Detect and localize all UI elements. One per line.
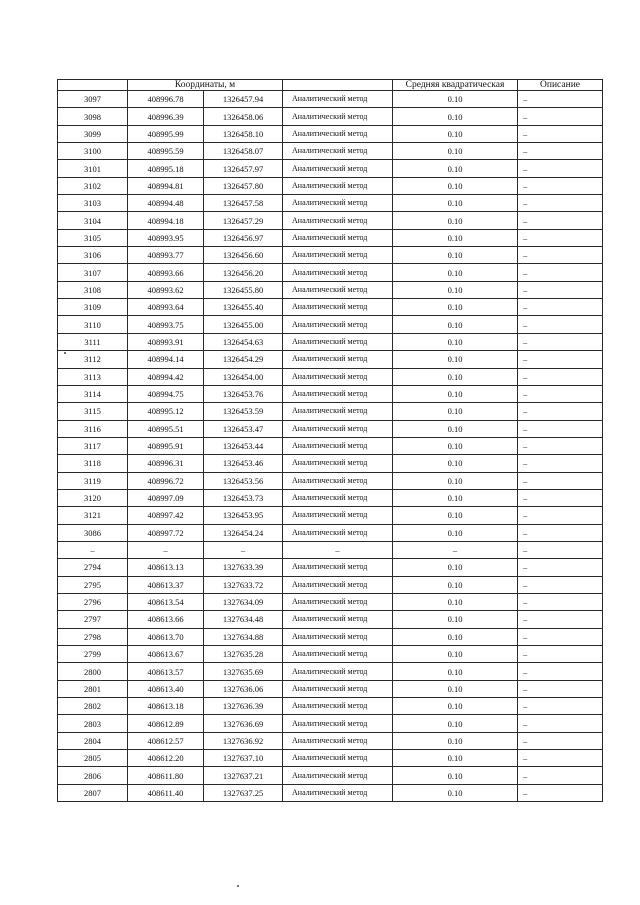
cell-description: – — [518, 333, 603, 350]
cell-coord-x: 408995.91 — [128, 437, 204, 454]
cell-point-number: 3099 — [58, 125, 128, 142]
cell-description: – — [518, 437, 603, 454]
cell-coord-x: 408613.70 — [128, 628, 204, 645]
cell-point-number: 3111 — [58, 333, 128, 350]
cell-method: Аналитический метод — [283, 229, 393, 246]
cell-point-number: 3120 — [58, 489, 128, 506]
cell-description: – — [518, 663, 603, 680]
cell-method: Аналитический метод — [283, 143, 393, 160]
cell-description: – — [518, 507, 603, 524]
cell-description: – — [518, 611, 603, 628]
cell-point-number: 3098 — [58, 108, 128, 125]
cell-coord-x: 408996.39 — [128, 108, 204, 125]
table-row — [58, 177, 603, 194]
cell-point-number: 2800 — [58, 663, 128, 680]
cell-coord-y: 1326454.24 — [204, 524, 283, 541]
cell-coord-x: 408994.42 — [128, 368, 204, 385]
cell-method: Аналитический метод — [283, 559, 393, 576]
cell-coord-x: 408611.80 — [128, 767, 204, 784]
cell-coord-y: 1327633.72 — [204, 576, 283, 593]
cell-accuracy: 0.10 — [393, 628, 518, 645]
cell-coord-x: 408995.59 — [128, 143, 204, 160]
cell-coord-y: 1326457.94 — [204, 91, 283, 108]
cell-point-number: 2797 — [58, 611, 128, 628]
cell-description: – — [518, 195, 603, 212]
cell-accuracy: 0.10 — [393, 732, 518, 749]
cell-coord-y: 1326457.97 — [204, 160, 283, 177]
cell-coord-y: 1326456.60 — [204, 247, 283, 264]
cell-coord-x: 408995.51 — [128, 420, 204, 437]
cell-accuracy: 0.10 — [393, 489, 518, 506]
cell-accuracy: – — [393, 541, 518, 558]
cell-point-number: 2795 — [58, 576, 128, 593]
cell-description: – — [518, 108, 603, 125]
table-row — [58, 767, 603, 784]
scan-speck — [237, 885, 239, 887]
cell-method: Аналитический метод — [283, 177, 393, 194]
cell-point-number: 3103 — [58, 195, 128, 212]
cell-description: – — [518, 281, 603, 298]
cell-coord-y: – — [204, 541, 283, 558]
cell-coord-y: 1326457.58 — [204, 195, 283, 212]
cell-coord-y: 1326456.20 — [204, 264, 283, 281]
cell-point-number: 3121 — [58, 507, 128, 524]
cell-coord-y: 1326453.76 — [204, 385, 283, 402]
cell-coord-y: 1326455.80 — [204, 281, 283, 298]
table-row — [58, 351, 603, 368]
cell-method: Аналитический метод — [283, 108, 393, 125]
cell-method: Аналитический метод — [283, 385, 393, 402]
cell-coord-x: 408612.57 — [128, 732, 204, 749]
cell-description: – — [518, 750, 603, 767]
cell-coord-x: – — [128, 541, 204, 558]
cell-accuracy: 0.10 — [393, 680, 518, 697]
cell-coord-y: 1326454.00 — [204, 368, 283, 385]
cell-accuracy: 0.10 — [393, 559, 518, 576]
table-row — [58, 420, 603, 437]
cell-method: Аналитический метод — [283, 767, 393, 784]
cell-description: – — [518, 316, 603, 333]
cell-point-number: 2803 — [58, 715, 128, 732]
cell-method: Аналитический метод — [283, 784, 393, 801]
cell-method: Аналитический метод — [283, 698, 393, 715]
table-row — [58, 559, 603, 576]
cell-method: Аналитический метод — [283, 403, 393, 420]
cell-coord-y: 1326458.07 — [204, 143, 283, 160]
cell-description: – — [518, 143, 603, 160]
cell-point-number: 2801 — [58, 680, 128, 697]
cell-point-number: 3108 — [58, 281, 128, 298]
cell-accuracy: 0.10 — [393, 195, 518, 212]
cell-accuracy: 0.10 — [393, 767, 518, 784]
cell-coord-x: 408996.78 — [128, 91, 204, 108]
table-row — [58, 108, 603, 125]
cell-method: Аналитический метод — [283, 732, 393, 749]
table-row — [58, 403, 603, 420]
table-row — [58, 368, 603, 385]
table-row — [58, 264, 603, 281]
cell-coord-y: 1327637.21 — [204, 767, 283, 784]
cell-accuracy: 0.10 — [393, 351, 518, 368]
table-header-row — [58, 80, 603, 91]
cell-coord-x: 408613.54 — [128, 593, 204, 610]
cell-coord-y: 1326457.80 — [204, 177, 283, 194]
cell-coord-x: 408993.77 — [128, 247, 204, 264]
table-row — [58, 229, 603, 246]
cell-coord-x: 408613.67 — [128, 646, 204, 663]
cell-accuracy: 0.10 — [393, 125, 518, 142]
cell-coord-y: 1327636.39 — [204, 698, 283, 715]
cell-coord-x: 408996.72 — [128, 472, 204, 489]
cell-coord-x: 408993.75 — [128, 316, 204, 333]
table-row — [58, 212, 603, 229]
cell-description: – — [518, 593, 603, 610]
cell-description: – — [518, 576, 603, 593]
cell-method: Аналитический метод — [283, 212, 393, 229]
table-row — [58, 316, 603, 333]
cell-accuracy: 0.10 — [393, 403, 518, 420]
cell-description: – — [518, 160, 603, 177]
cell-accuracy: 0.10 — [393, 108, 518, 125]
cell-method: Аналитический метод — [283, 333, 393, 350]
cell-coord-y: 1326453.56 — [204, 472, 283, 489]
cell-point-number: 2796 — [58, 593, 128, 610]
cell-description: – — [518, 351, 603, 368]
cell-coord-y: 1327634.88 — [204, 628, 283, 645]
cell-point-number: 2794 — [58, 559, 128, 576]
cell-coord-x: 408994.81 — [128, 177, 204, 194]
cell-point-number: 2802 — [58, 698, 128, 715]
table-row — [58, 680, 603, 697]
table-row — [58, 437, 603, 454]
cell-description: – — [518, 784, 603, 801]
cell-coord-x: 408612.20 — [128, 750, 204, 767]
cell-coord-y: 1327635.28 — [204, 646, 283, 663]
cell-method: Аналитический метод — [283, 680, 393, 697]
cell-accuracy: 0.10 — [393, 316, 518, 333]
cell-coord-x: 408997.72 — [128, 524, 204, 541]
table-row — [58, 628, 603, 645]
cell-coord-x: 408996.31 — [128, 455, 204, 472]
cell-coord-y: 1327633.39 — [204, 559, 283, 576]
cell-accuracy: 0.10 — [393, 472, 518, 489]
table-row — [58, 125, 603, 142]
table-row — [58, 299, 603, 316]
cell-description: – — [518, 212, 603, 229]
cell-method: Аналитический метод — [283, 247, 393, 264]
table-row — [58, 160, 603, 177]
cell-coord-x: 408995.99 — [128, 125, 204, 142]
cell-method: Аналитический метод — [283, 368, 393, 385]
cell-coord-x: 408613.37 — [128, 576, 204, 593]
table-row — [58, 732, 603, 749]
cell-accuracy: 0.10 — [393, 420, 518, 437]
cell-point-number: 3100 — [58, 143, 128, 160]
cell-method: Аналитический метод — [283, 299, 393, 316]
table-row — [58, 472, 603, 489]
cell-point-number: 3101 — [58, 160, 128, 177]
table-row — [58, 91, 603, 108]
cell-accuracy: 0.10 — [393, 784, 518, 801]
header-point-number — [58, 80, 128, 91]
cell-coord-y: 1326455.00 — [204, 316, 283, 333]
cell-description: – — [518, 472, 603, 489]
cell-accuracy: 0.10 — [393, 281, 518, 298]
cell-method: Аналитический метод — [283, 593, 393, 610]
cell-description: – — [518, 524, 603, 541]
cell-description: – — [518, 680, 603, 697]
table-body — [58, 91, 603, 802]
cell-accuracy: 0.10 — [393, 455, 518, 472]
cell-accuracy: 0.10 — [393, 264, 518, 281]
header-accuracy: Средняя квадратическая — [393, 80, 518, 91]
cell-point-number: 2799 — [58, 646, 128, 663]
cell-coord-x: 408613.18 — [128, 698, 204, 715]
cell-point-number: 3119 — [58, 472, 128, 489]
table-row — [58, 247, 603, 264]
cell-coord-y: 1327634.09 — [204, 593, 283, 610]
table-row — [58, 195, 603, 212]
cell-accuracy: 0.10 — [393, 698, 518, 715]
cell-coord-x: 408993.95 — [128, 229, 204, 246]
cell-method: Аналитический метод — [283, 489, 393, 506]
cell-point-number: 2804 — [58, 732, 128, 749]
cell-method: Аналитический метод — [283, 91, 393, 108]
table-row — [58, 663, 603, 680]
cell-coord-x: 408995.18 — [128, 160, 204, 177]
cell-coord-x: 408994.48 — [128, 195, 204, 212]
cell-point-number: 2806 — [58, 767, 128, 784]
cell-method: Аналитический метод — [283, 611, 393, 628]
cell-method: – — [283, 541, 393, 558]
cell-method: Аналитический метод — [283, 351, 393, 368]
cell-method: Аналитический метод — [283, 264, 393, 281]
cell-accuracy: 0.10 — [393, 143, 518, 160]
cell-coord-x: 408613.13 — [128, 559, 204, 576]
cell-point-number: 3105 — [58, 229, 128, 246]
cell-method: Аналитический метод — [283, 455, 393, 472]
cell-point-number: 3107 — [58, 264, 128, 281]
cell-coord-x: 408997.09 — [128, 489, 204, 506]
cell-point-number: 3114 — [58, 385, 128, 402]
cell-coord-x: 408994.14 — [128, 351, 204, 368]
cell-description: – — [518, 489, 603, 506]
cell-description: – — [518, 455, 603, 472]
cell-coord-y: 1326456.97 — [204, 229, 283, 246]
cell-method: Аналитический метод — [283, 715, 393, 732]
table-row — [58, 698, 603, 715]
table-row — [58, 784, 603, 801]
cell-point-number: 2798 — [58, 628, 128, 645]
table-row — [58, 524, 603, 541]
cell-point-number: 2807 — [58, 784, 128, 801]
cell-accuracy: 0.10 — [393, 750, 518, 767]
cell-description: – — [518, 368, 603, 385]
cell-coord-x: 408612.89 — [128, 715, 204, 732]
cell-coord-y: 1327636.92 — [204, 732, 283, 749]
table-row — [58, 333, 603, 350]
cell-coord-x: 408993.62 — [128, 281, 204, 298]
cell-accuracy: 0.10 — [393, 177, 518, 194]
cell-point-number: 3106 — [58, 247, 128, 264]
table-row — [58, 646, 603, 663]
cell-description: – — [518, 247, 603, 264]
cell-method: Аналитический метод — [283, 160, 393, 177]
cell-coord-y: 1326455.40 — [204, 299, 283, 316]
cell-accuracy: 0.10 — [393, 333, 518, 350]
table-row — [58, 750, 603, 767]
cell-point-number: 2805 — [58, 750, 128, 767]
table-row — [58, 576, 603, 593]
cell-point-number: 3104 — [58, 212, 128, 229]
cell-accuracy: 0.10 — [393, 663, 518, 680]
cell-coord-x: 408613.57 — [128, 663, 204, 680]
cell-description: – — [518, 420, 603, 437]
table-row — [58, 611, 603, 628]
cell-description: – — [518, 698, 603, 715]
cell-accuracy: 0.10 — [393, 247, 518, 264]
cell-coord-y: 1327634.48 — [204, 611, 283, 628]
cell-description: – — [518, 229, 603, 246]
cell-coord-y: 1327636.69 — [204, 715, 283, 732]
cell-description: – — [518, 628, 603, 645]
header-method — [283, 80, 393, 91]
cell-method: Аналитический метод — [283, 646, 393, 663]
table-row — [58, 489, 603, 506]
cell-coord-y: 1326453.44 — [204, 437, 283, 454]
cell-coord-y: 1326454.29 — [204, 351, 283, 368]
cell-coord-x: 408994.18 — [128, 212, 204, 229]
cell-coord-x: 408613.66 — [128, 611, 204, 628]
cell-coord-y: 1327635.69 — [204, 663, 283, 680]
cell-accuracy: 0.10 — [393, 524, 518, 541]
cell-method: Аналитический метод — [283, 663, 393, 680]
cell-accuracy: 0.10 — [393, 212, 518, 229]
scan-speck — [64, 352, 66, 354]
cell-coord-x: 408997.42 — [128, 507, 204, 524]
table-row — [58, 593, 603, 610]
cell-point-number: 3086 — [58, 524, 128, 541]
table-row — [58, 455, 603, 472]
table-row — [58, 385, 603, 402]
cell-coord-x: 408613.40 — [128, 680, 204, 697]
cell-description: – — [518, 264, 603, 281]
cell-accuracy: 0.10 — [393, 611, 518, 628]
cell-method: Аналитический метод — [283, 195, 393, 212]
cell-coord-y: 1326454.63 — [204, 333, 283, 350]
cell-description: – — [518, 299, 603, 316]
cell-coord-y: 1326457.29 — [204, 212, 283, 229]
cell-description: – — [518, 732, 603, 749]
cell-point-number: 3118 — [58, 455, 128, 472]
cell-accuracy: 0.10 — [393, 576, 518, 593]
cell-method: Аналитический метод — [283, 628, 393, 645]
cell-method: Аналитический метод — [283, 524, 393, 541]
cell-accuracy: 0.10 — [393, 229, 518, 246]
cell-coord-x: 408995.12 — [128, 403, 204, 420]
cell-point-number: 3109 — [58, 299, 128, 316]
cell-coord-x: 408994.75 — [128, 385, 204, 402]
cell-point-number: – — [58, 541, 128, 558]
cell-accuracy: 0.10 — [393, 507, 518, 524]
cell-description: – — [518, 91, 603, 108]
cell-accuracy: 0.10 — [393, 646, 518, 663]
cell-point-number: 3102 — [58, 177, 128, 194]
cell-coord-y: 1326458.10 — [204, 125, 283, 142]
cell-description: – — [518, 646, 603, 663]
cell-coord-y: 1326453.59 — [204, 403, 283, 420]
cell-accuracy: 0.10 — [393, 160, 518, 177]
cell-description: – — [518, 715, 603, 732]
cell-method: Аналитический метод — [283, 316, 393, 333]
cell-method: Аналитический метод — [283, 507, 393, 524]
cell-description: – — [518, 177, 603, 194]
cell-method: Аналитический метод — [283, 437, 393, 454]
cell-point-number: 3116 — [58, 420, 128, 437]
table-row — [58, 507, 603, 524]
table-row — [58, 715, 603, 732]
header-coordinates: Координаты, м — [128, 80, 283, 91]
cell-accuracy: 0.10 — [393, 437, 518, 454]
cell-description: – — [518, 385, 603, 402]
cell-coord-y: 1326453.46 — [204, 455, 283, 472]
cell-description: – — [518, 559, 603, 576]
cell-point-number: 3117 — [58, 437, 128, 454]
cell-method: Аналитический метод — [283, 281, 393, 298]
table-row-separator — [58, 541, 603, 558]
cell-description: – — [518, 403, 603, 420]
cell-accuracy: 0.10 — [393, 385, 518, 402]
cell-coord-x: 408993.91 — [128, 333, 204, 350]
cell-description: – — [518, 767, 603, 784]
cell-coord-x: 408611.40 — [128, 784, 204, 801]
cell-method: Аналитический метод — [283, 576, 393, 593]
table-row — [58, 143, 603, 160]
cell-point-number: 3110 — [58, 316, 128, 333]
cell-coord-y: 1326453.73 — [204, 489, 283, 506]
coordinates-table — [57, 79, 603, 802]
cell-coord-y: 1326453.47 — [204, 420, 283, 437]
cell-accuracy: 0.10 — [393, 299, 518, 316]
cell-point-number: 3115 — [58, 403, 128, 420]
cell-coord-y: 1327636.06 — [204, 680, 283, 697]
cell-description: – — [518, 125, 603, 142]
cell-accuracy: 0.10 — [393, 593, 518, 610]
cell-method: Аналитический метод — [283, 125, 393, 142]
cell-accuracy: 0.10 — [393, 715, 518, 732]
cell-coord-y: 1327637.10 — [204, 750, 283, 767]
cell-coord-y: 1327637.25 — [204, 784, 283, 801]
cell-accuracy: 0.10 — [393, 91, 518, 108]
coordinates-table-container — [57, 79, 602, 802]
cell-point-number: 3112 — [58, 351, 128, 368]
cell-accuracy: 0.10 — [393, 368, 518, 385]
cell-point-number: 3097 — [58, 91, 128, 108]
table-row — [58, 281, 603, 298]
cell-description: – — [518, 541, 603, 558]
cell-method: Аналитический метод — [283, 750, 393, 767]
cell-point-number: 3113 — [58, 368, 128, 385]
cell-coord-x: 408993.66 — [128, 264, 204, 281]
cell-coord-x: 408993.64 — [128, 299, 204, 316]
cell-method: Аналитический метод — [283, 420, 393, 437]
cell-method: Аналитический метод — [283, 472, 393, 489]
cell-coord-y: 1326453.95 — [204, 507, 283, 524]
cell-coord-y: 1326458.06 — [204, 108, 283, 125]
header-description: Описание — [518, 80, 603, 91]
